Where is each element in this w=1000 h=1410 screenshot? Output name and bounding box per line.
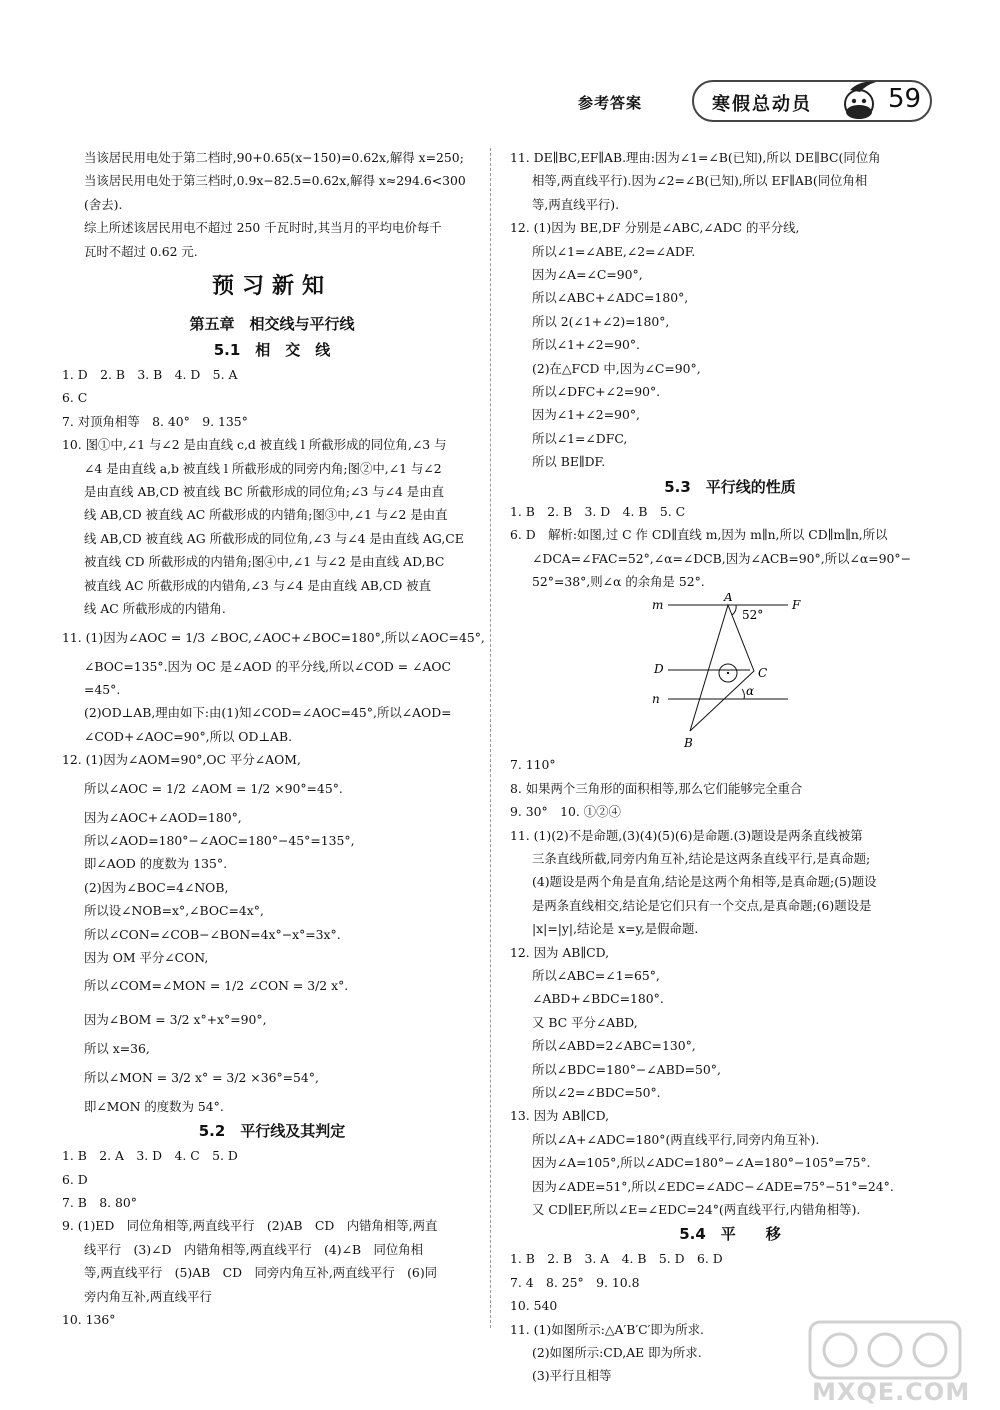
answer-line: 被直线 AC 所截形成的内错角,∠3 与∠4 是由直线 AB,CD 被直 (84, 577, 431, 593)
answer-line: ∠DCA=∠FAC=52°,∠α=∠DCB,因为∠ACB=90°,所以∠α=90°− (532, 550, 911, 566)
section-5-1-title: 5.1 相 交 线 (213, 341, 331, 360)
answer-line: ∠ABD+∠BDC=180°. (532, 991, 664, 1007)
answer-line: 12. (1)因为 BE,DF 分别是∠ABC,∠ADC 的平分线, (510, 220, 800, 236)
answer-line: 线平行 (3)∠D 内错角相等,两直线平行 (4)∠B 同位角相 (84, 1241, 424, 1257)
answer-line: ∠4 是由直线 a,b 被直线 l 所截形成的同旁内角;图②中,∠1 与∠2 (84, 460, 442, 476)
left-column (62, 146, 485, 1331)
answer-line: 所以∠AOC = 1/2 ∠AOM = 1/2 ×90°=45°. (84, 780, 343, 796)
watermark-text: MXQE.COM (812, 1378, 971, 1406)
answer-line: 又 BC 平分∠ABD, (532, 1014, 638, 1030)
triangle (690, 605, 754, 731)
label-d: D (654, 662, 664, 677)
answer-line: 所以∠ABD=2∠ABC=130°, (532, 1038, 696, 1054)
answer-line: 10. 图①中,∠1 与∠2 是由直线 c,d 被直线 l 所截形成的同位角,∠3 与 (62, 437, 447, 453)
answer-line: 9. (1)ED 同位角相等,两直线平行 (2)AB CD 内错角相等,两直 (62, 1218, 438, 1234)
answer-line: 7. 4 8. 25° 9. 10.8 (510, 1274, 640, 1290)
answer-line: 因为∠1+∠2=90°, (532, 407, 640, 423)
geometry-figure (510, 593, 950, 753)
label-c: C (758, 666, 768, 681)
label-f: F (792, 598, 801, 613)
answer-line: 线 AB,CD 被直线 AG 所截形成的同位角,∠3 与∠4 是由直线 AG,CE (84, 530, 464, 546)
answer-line: 线 AC 所截形成的内错角. (84, 601, 226, 617)
answer-line: 因为∠ADE=51°,所以∠EDC=∠ADC−∠ADE=75°−51°=24°. (532, 1178, 894, 1194)
answer-line: 是由直线 AB,CD 被直线 BC 所截形成的同位角;∠3 与∠4 是由直 (84, 484, 444, 500)
answer-line: ∠BOC=135°.因为 OC 是∠AOD 的平分线,所以∠COD = ∠AOC (84, 658, 452, 674)
answer-line: 相等,两直线平行).因为∠2=∠B(已知),所以 EF∥AB(同位角相 (532, 173, 868, 189)
answer-line: ∠COD+∠AOC=90°,所以 OD⊥AB. (84, 728, 293, 744)
answer-line: 52°=38°,则∠α 的余角是 52°. (532, 573, 705, 589)
answer-line: 三条直线所截,同旁内角互补,结论是这两条直线平行,是真命题; (532, 850, 871, 866)
answer-line: 旁内角互补,两直线平行 (84, 1288, 212, 1304)
center-dot (727, 672, 729, 674)
answer-line: 12. (1)因为∠AOM=90°,OC 平分∠AOM, (62, 752, 301, 768)
book-title: 寒假总动员 (712, 94, 812, 115)
answer-line: 等,两直线平行). (532, 196, 620, 212)
answer-line: 11. (1)因为∠AOC = 1/3 ∠BOC,∠AOC+∠BOC=180°,所以∠AOC=45°, (62, 629, 485, 645)
text-line: 当该居民用电处于第三档时,0.9x−82.5=0.62x,解得 x≈294.6<300 (84, 173, 466, 189)
answer-line: 因为∠A=∠C=90°, (532, 267, 643, 283)
answer-line: 等,两直线平行 (5)AB CD 同旁内角互补,两直线平行 (6)同 (84, 1265, 438, 1281)
angle-52-arc (732, 605, 736, 615)
answer-line: 是两条直线相交,结论是它们只有一个交点,是真命题;(6)题设是 (532, 897, 872, 913)
answer-line: 1. B 2. A 3. D 4. C 5. D (62, 1148, 238, 1164)
answer-line: 即∠AOD 的度数为 135°. (84, 856, 228, 872)
answer-line: 7. 对顶角相等 8. 40° 9. 135° (62, 413, 248, 429)
answer-label: 参考答案 (578, 94, 643, 112)
answer-line: 线 AB,CD 被直线 AC 所截形成的内错角;图③中,∠1 与∠2 是由直 (84, 507, 448, 523)
label-alpha: α (746, 684, 755, 699)
label-52: 52° (742, 608, 764, 623)
answer-line: 1. D 2. B 3. B 4. D 5. A (62, 367, 238, 383)
label-n: n (652, 692, 660, 707)
page-number: 59 (888, 84, 922, 114)
answer-line: 所以∠AOD=180°−∠AOC=180°−45°=135°, (84, 832, 355, 848)
answer-line: 所以∠CON=∠COB−∠BON=4x°−x°=3x°. (84, 926, 341, 942)
answer-line: 所以∠1+∠2=90°. (532, 337, 640, 353)
answer-line: 13. 因为 AB∥CD, (510, 1108, 610, 1124)
answer-line: 10. 136° (62, 1312, 116, 1328)
answer-line: 11. (1)如图所示:△A′B′C′即为所求. (510, 1321, 704, 1337)
label-a: A (724, 593, 733, 605)
answer-line: 即∠MON 的度数为 54°. (84, 1098, 224, 1114)
answer-line: 所以∠ABC=∠1=65°, (532, 967, 660, 983)
answer-line: (2)在△FCD 中,因为∠C=90°, (532, 360, 701, 376)
answer-line: 所以∠A+∠ADC=180°(两直线平行,同旁内角互补). (532, 1131, 820, 1147)
answer-line: (2)如图所示:CD,AE 即为所求. (532, 1345, 702, 1361)
text-line: 当该居民用电处于第二档时,90+0.65(x−150)=0.62x,解得 x=250; (84, 150, 464, 165)
answer-line: 因为 OM 平分∠CON, (84, 949, 209, 965)
text-line: (舍去). (84, 196, 123, 212)
section-5-3-title: 5.3 平行线的性质 (664, 477, 796, 496)
answer-line: 因为∠BOM = 3/2 x°+x°=90°, (84, 1012, 267, 1028)
answer-line: |x|=|y|,结论是 x=y,是假命题. (532, 921, 699, 937)
answer-line: 所以∠DFC+∠2=90°. (532, 384, 661, 400)
answer-line: 11. DE∥BC,EF∥AB.理由:因为∠1=∠B(已知),所以 DE∥BC(同位角 (510, 150, 881, 165)
answer-line: 12. 因为 AB∥CD, (510, 944, 610, 960)
angle-alpha-arc (742, 689, 744, 699)
mascot-icon (836, 76, 882, 122)
answer-line: (4)题设是两个角是直角,结论是这两个角相等,是真命题;(5)题设 (532, 874, 877, 890)
answer-line: 所以∠COM=∠MON = 1/2 ∠CON = 3/2 x°. (84, 978, 349, 994)
answer-line: 所以∠ABC+∠ADC=180°, (532, 290, 689, 306)
answer-line: 8. 如果两个三角形的面积相等,那么它们能够完全重合 (510, 780, 803, 796)
answer-line: (3)平行且相等 (532, 1368, 612, 1384)
column-divider (490, 148, 491, 1328)
chapter-title: 第五章 相交线与平行线 (189, 315, 355, 334)
answer-line: 因为∠A=105°,所以∠ADC=180°−∠A=180°−105°=75°. (532, 1155, 871, 1171)
answer-line: 所以 2(∠1+∠2)=180°, (532, 313, 670, 329)
answer-line: (2)因为∠BOC=4∠NOB, (84, 879, 229, 895)
answer-line: 1. B 2. B 3. D 4. B 5. C (510, 503, 686, 519)
label-b: B (684, 736, 693, 751)
answer-line: 10. 540 (510, 1298, 558, 1314)
answer-line: 所以设∠NOB=x°,∠BOC=4x°, (84, 903, 264, 919)
section-title: 预习新知 (211, 274, 332, 300)
answer-line: 被直线 CD 所截形成的内错角;图④中,∠1 与∠2 是由直线 AD,BC (84, 554, 445, 570)
answer-line: 6. C (62, 390, 88, 406)
text-line: 综上所述该居民用电不超过 250 千瓦时时,其当月的平均电价每千 (84, 220, 442, 236)
answer-line: 6. D (62, 1171, 88, 1187)
answer-line: 又 CD∥EF,所以∠E=∠EDC=24°(两直线平行,内错角相等). (532, 1202, 861, 1218)
answer-line: 所以∠1=∠DFC, (532, 430, 628, 446)
answer-line: 所以 BE∥DF. (532, 454, 606, 470)
answer-line: 所以 x=36, (84, 1041, 150, 1057)
answer-line: (2)OD⊥AB,理由如下:由(1)知∠COD=∠AOC=45°,所以∠AOD= (84, 705, 452, 721)
answer-line: 6. D 解析:如图,过 C 作 CD∥直线 m,因为 m∥n,所以 CD∥m∥n,所以 (510, 527, 888, 543)
answer-line: 所以∠MON = 3/2 x° = 3/2 ×36°=54°, (84, 1069, 319, 1085)
answer-line: 所以∠1=∠ABE,∠2=∠ADF. (532, 243, 696, 259)
answer-line: =45°. (84, 681, 121, 697)
answer-line: 因为∠AOC+∠AOD=180°, (84, 809, 242, 825)
answer-line: 7. B 8. 80° (62, 1195, 137, 1210)
answer-line: 1. B 2. B 3. A 4. B 5. D 6. D (510, 1251, 723, 1267)
text-line: 瓦时不超过 0.62 元. (84, 243, 198, 259)
right-column (510, 146, 950, 1388)
answer-line: 所以∠BDC=180°−∠ABD=50°, (532, 1061, 721, 1077)
answer-line: 所以∠2=∠BDC=50°. (532, 1085, 661, 1100)
section-5-2-title: 5.2 平行线及其判定 (198, 1122, 346, 1141)
answer-line: 7. 110° (510, 757, 556, 773)
label-m: m (652, 598, 664, 613)
section-5-4-title: 5.4 平 移 (679, 1225, 781, 1244)
answer-line: 11. (1)(2)不是命题,(3)(4)(5)(6)是命题.(3)题设是两条直线被第 (510, 827, 863, 843)
answer-line: 9. 30° 10. ①②④ (510, 804, 621, 820)
